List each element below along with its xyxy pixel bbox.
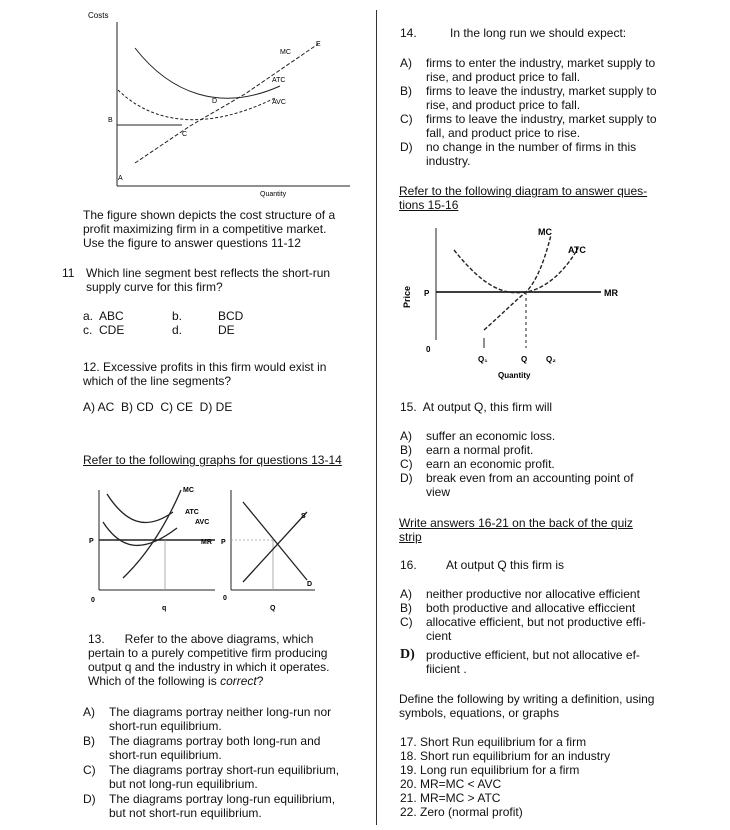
q15-option-a[interactable]: A) suffer an economic loss.: [400, 429, 556, 443]
q15-option-b[interactable]: B) earn a normal profit.: [400, 443, 534, 457]
q12-text: 12. Excessive profits in this firm would exist in which of the line segments?: [83, 360, 327, 388]
q14-text: In the long run we should expect:: [450, 26, 627, 40]
fig1-y-label: Costs: [88, 11, 109, 20]
q11-option-d-text: DE: [218, 323, 235, 337]
fig3-mc-label: MC: [538, 227, 552, 237]
fig2-p2-label: P: [221, 539, 226, 546]
ref-questions-13-14: Refer to the following graphs for questions 13-14: [83, 453, 342, 467]
fig1-mc-label: MC: [280, 49, 291, 56]
fig1-point-d: D: [212, 98, 218, 105]
q16-option-d[interactable]: D) productive efficient, but not allocative ef- fiicient .: [400, 647, 640, 676]
q13-option-d[interactable]: D) The diagrams portray long-run equilibrium, but not short-run equilibrium.: [83, 792, 336, 820]
list-item: 20. MR=MC < AVC: [400, 777, 502, 791]
fig2-atc-curve: [107, 494, 173, 522]
fig2-d-label: D: [307, 581, 313, 588]
fig1-mc-curve: [135, 44, 318, 163]
fig1-atc-curve: [135, 48, 280, 98]
fig2-mc-label: MC: [183, 487, 194, 494]
fig2-zero2-label: 0: [223, 595, 227, 602]
q16-number: 16.: [400, 558, 417, 572]
fig1-caption: The figure shown depicts the cost structure of a profit maximizing firm in a competitive market. Use the figure to answer questions 11-12: [83, 208, 336, 250]
list-item: 17. Short Run equilibrium for a firm: [400, 735, 587, 749]
q16-text: At output Q this firm is: [446, 558, 565, 572]
q15-text: 15. At output Q, this firm will: [400, 400, 553, 414]
q12-options[interactable]: A) AC B) CD C) CE D) DE: [83, 400, 233, 414]
list-item: 22. Zero (normal profit): [400, 805, 523, 819]
q16-option-a[interactable]: A) neither productive nor allocative efficient: [400, 587, 640, 601]
list-item: 21. MR=MC > ATC: [400, 791, 501, 805]
ref-questions-15-16: Refer to the following diagram to answer ques- tions 15-16: [399, 184, 648, 212]
q16-option-b[interactable]: B) both productive and allocative efficcient: [400, 601, 636, 615]
write-answers-note: Write answers 16-21 on the back of the quiz strip: [399, 516, 633, 544]
q14-option-d[interactable]: D) no change in the number of firms in this industry.: [400, 140, 637, 168]
fig3-q2-label: Q₂: [546, 355, 556, 364]
fig3-x-label: Quantity: [498, 371, 531, 380]
q14-option-c[interactable]: C) firms to leave the industry, market supply to fall, and product price to rise.: [400, 112, 657, 140]
fig1-x-label: Quantity: [260, 191, 287, 198]
fig2-q-label: q: [162, 605, 167, 612]
cost-curves-figure: [80, 8, 360, 200]
fig3-y-label: Price: [402, 285, 412, 308]
fig1-atc-label: ATC: [272, 77, 286, 84]
fig2-zero-label: 0: [91, 597, 95, 604]
q16-option-c[interactable]: C) allocative efficient, but not productive effi- cient: [400, 615, 646, 643]
fig1-avc-label: AVC: [272, 99, 286, 106]
fig3-mr-label: MR: [604, 288, 618, 298]
column-divider: [376, 10, 377, 825]
fig1-avc-curve: [118, 90, 275, 120]
fig2-avc-label: AVC: [195, 519, 210, 526]
q13-option-c[interactable]: C) The diagrams portray short-run equilibrium, but not long-run equilibrium.: [83, 763, 340, 791]
q14-number: 14.: [400, 26, 417, 40]
q11-number: 11: [62, 266, 75, 280]
q14-option-a[interactable]: A) firms to enter the industry, market supply to rise, and product price to fall.: [400, 56, 656, 84]
fig3-atc-curve: [454, 248, 578, 293]
fig2-atc-label: ATC: [185, 509, 199, 516]
definition-list: [400, 735, 700, 819]
fig3-q-label: Q: [521, 355, 528, 364]
q13-text: 13. Refer to the above diagrams, which pertain to a purely competitive firm producing output q and the industry in which it operates. Which of the following is correct?: [88, 632, 330, 688]
list-item: 19. Long run equilibrium for a firm: [400, 763, 580, 777]
fig2-avc-curve: [103, 522, 177, 545]
q11-option-b[interactable]: b.: [172, 309, 183, 323]
firm-industry-figure: [85, 482, 365, 614]
fig1-point-b: B: [108, 117, 113, 124]
fig2-Q-label: Q: [270, 605, 276, 612]
fig2-mc-curve: [123, 490, 181, 578]
q11-text: Which line segment best reflects the short-run supply curve for this firm?: [86, 266, 331, 294]
q15-option-c[interactable]: C) earn an economic profit.: [400, 457, 555, 471]
q15-option-d[interactable]: D) break even from an accounting point of view: [400, 471, 634, 499]
q13-option-a[interactable]: A) The diagrams portray neither long-run nor short-run equilibrium.: [83, 705, 332, 733]
fig2-demand-line: [243, 502, 307, 580]
mc-atc-mr-figure: [396, 220, 646, 390]
list-item: 18. Short run equilibrium for an industry: [400, 749, 611, 763]
fig3-atc-label: ATC: [568, 245, 586, 255]
fig1-point-c: C: [182, 131, 188, 138]
fig3-zero-label: 0: [426, 345, 431, 354]
fig3-mc-curve: [484, 235, 551, 330]
fig2-mr-label: MR: [201, 539, 212, 546]
q11-option-c[interactable]: c. CDE: [83, 323, 125, 337]
q11-option-d[interactable]: d.: [172, 323, 183, 337]
fig2-supply-line: [243, 512, 307, 582]
define-instructions: Define the following by writing a definition, using symbols, equations, or graphs: [399, 692, 655, 720]
q11-option-a[interactable]: a. ABC: [83, 309, 124, 323]
q14-option-b[interactable]: B) firms to leave the industry, market supply to rise, and product price to fall.: [400, 84, 657, 112]
fig3-q1-label: Q₁: [478, 355, 488, 364]
fig3-p-label: P: [424, 289, 430, 298]
fig1-point-a: A: [118, 175, 123, 182]
q13-option-b[interactable]: B) The diagrams portray both long-run and short-run equilibrium.: [83, 734, 321, 762]
fig1-point-e: E: [316, 41, 321, 48]
fig2-s-label: S: [301, 513, 306, 520]
fig2-p-label: P: [89, 538, 94, 545]
q11-option-b-text: BCD: [218, 309, 244, 323]
